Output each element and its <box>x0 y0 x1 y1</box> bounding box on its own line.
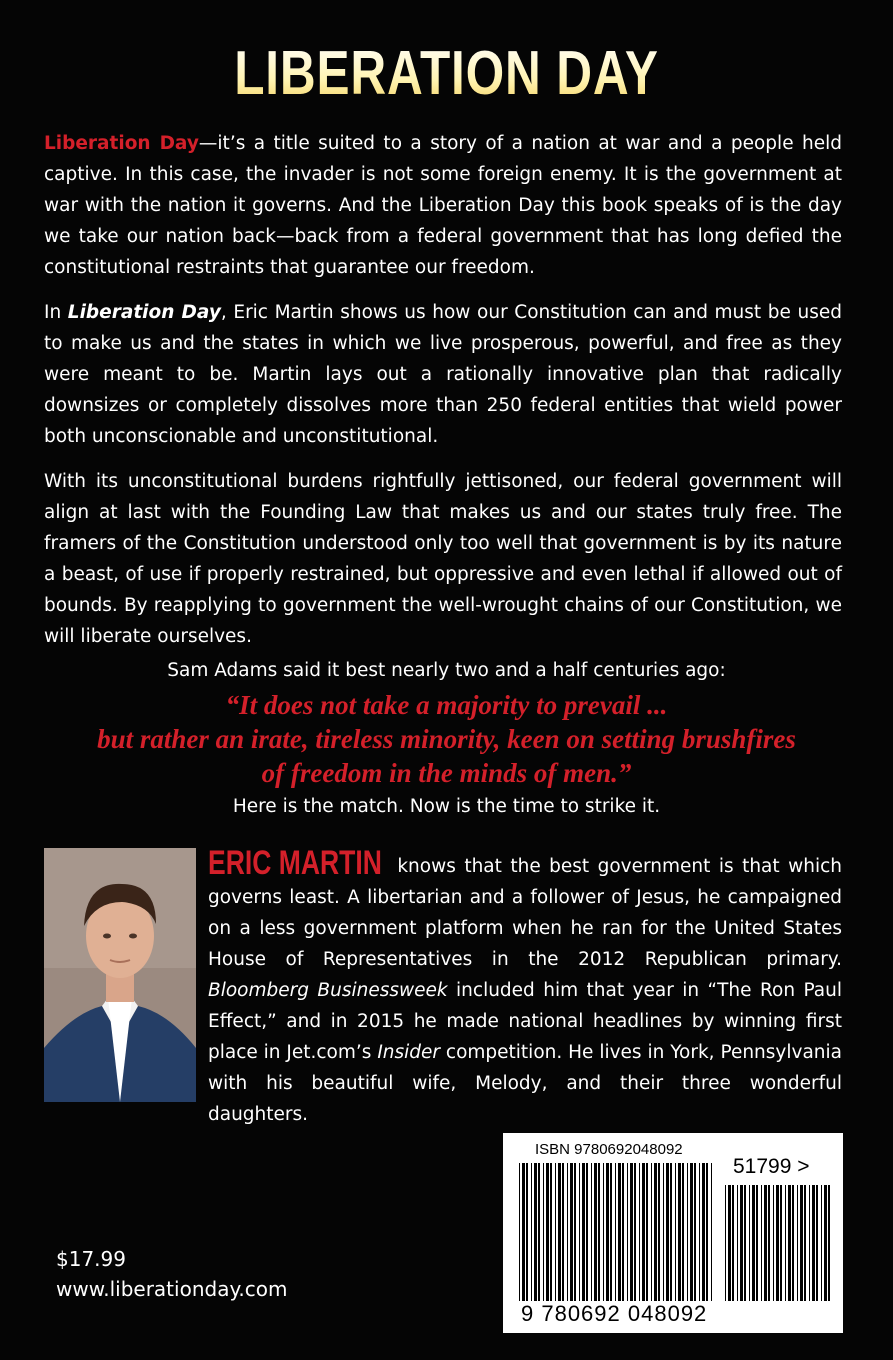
barcode-bar <box>642 1163 645 1301</box>
quote-outro: Here is the match. Now is the time to strike it. <box>232 796 661 817</box>
price: $17.99 <box>56 1247 126 1271</box>
bio-publication: Bloomberg Businessweek <box>208 980 448 1001</box>
isbn-barcode <box>503 1133 843 1333</box>
barcode-bar <box>776 1185 779 1301</box>
barcode-bar <box>610 1163 612 1301</box>
book-title: LIBERATION DAY <box>89 38 803 109</box>
barcode-bar <box>603 1163 604 1301</box>
price-code: 51799 > <box>733 1155 810 1178</box>
barcode-bar <box>702 1163 705 1301</box>
barcode-bar <box>622 1163 624 1301</box>
barcode-bar <box>651 1163 652 1301</box>
barcode-bar <box>562 1163 564 1301</box>
bio-text-1: knows that the best government is that which governs least. A libertarian and a follower of Jesus, he campaigned on a less government platform when he ran for the United States House of Representatives in the 2012 Republican primary. <box>208 856 842 970</box>
barcode-bar <box>634 1163 636 1301</box>
lead-title: Liberation Day <box>44 133 199 154</box>
barcode-bar <box>780 1185 782 1301</box>
barcode-bar <box>761 1185 762 1301</box>
barcode-bar <box>694 1163 696 1301</box>
barcode-bar <box>519 1163 520 1301</box>
quote-line-3: of freedom in the minds of men.” <box>261 758 632 788</box>
barcode-bar <box>687 1163 688 1301</box>
barcode-bar <box>737 1185 738 1301</box>
barcode-bar <box>630 1163 633 1301</box>
barcode-bar <box>764 1185 767 1301</box>
barcode-bar <box>725 1185 726 1301</box>
barcode-bar <box>558 1163 561 1301</box>
description-paragraph-1 <box>44 128 842 283</box>
barcode-bar <box>567 1163 568 1301</box>
barcode-bar <box>804 1185 806 1301</box>
barcode-main-bars <box>517 1163 717 1301</box>
barcode-bar <box>732 1185 734 1301</box>
barcode-bar <box>670 1163 672 1301</box>
barcode-bar <box>654 1163 657 1301</box>
barcode-bar <box>658 1163 660 1301</box>
barcode-bar <box>800 1185 803 1301</box>
barcode-addon-bars <box>723 1185 833 1301</box>
barcode-bar <box>606 1163 609 1301</box>
barcode-bar <box>682 1163 684 1301</box>
barcode-bar <box>543 1163 544 1301</box>
paragraph-2-book-title: Liberation Day <box>67 302 221 323</box>
barcode-bar <box>534 1163 537 1301</box>
barcode-bar <box>538 1163 540 1301</box>
barcode-bar <box>555 1163 556 1301</box>
barcode-bar <box>675 1163 676 1301</box>
barcode-bar <box>663 1163 664 1301</box>
barcode-bar <box>627 1163 628 1301</box>
barcode-bar <box>591 1163 592 1301</box>
barcode-bar <box>678 1163 681 1301</box>
barcode-bar <box>690 1163 693 1301</box>
barcode-bar <box>785 1185 786 1301</box>
bio-text-2: included him that year in “The Ron Paul Effect,” and in 2015 he made national headlines by winning first place in Jet.com’s <box>208 980 843 1063</box>
barcode-bar <box>711 1163 712 1301</box>
description-paragraph-2 <box>44 297 842 452</box>
description-paragraph-3: With its unconstitutional burdens rightfully jettisoned, our federal government will align at last with the Founding Law that makes us and our states truly free. The framers of the Constitution understood only too well that government is by its nature a beast, of use if properly restrained, but oppressive and even lethal if allowed out of bounds. By reapplying to government the well-wrought chains of our Constitution, we will liberate ourselves. <box>44 471 842 647</box>
barcode-bar <box>768 1185 770 1301</box>
quote-intro: Sam Adams said it best nearly two and a half centuries ago: <box>167 660 726 681</box>
barcode-bar <box>792 1185 794 1301</box>
quote-line-1: “It does not take a majority to prevail ... <box>225 690 668 720</box>
bio-competition: Insider <box>377 1042 441 1063</box>
author-bio <box>208 844 843 1130</box>
barcode-bar <box>550 1163 552 1301</box>
barcode-bar <box>728 1185 731 1301</box>
barcode-bar <box>752 1185 755 1301</box>
barcode-bar <box>531 1163 532 1301</box>
paragraph-1-text: —it’s a title suited to a story of a nation at war and a people held captive. In this case, the invader is not some foreign enemy. It is the government at war with the nation it governs. And the Liberation Day this book speaks of is the day we take our nation back—back from a federal government that has long defied the constitutional restraints that guarantee our freedom. <box>44 133 842 278</box>
author-photo <box>44 848 196 1102</box>
paragraph-2-text: , Eric Martin shows us how our Constitution can and must be used to make us and the states in which we live prosperous, powerful, and free as they were meant to be. Martin lays out a rationally innovative plan that radically downsizes or completely dissolves more than 250 federal entities that wield power both unconscionable and unconstitutional. <box>44 302 842 447</box>
barcode-bar <box>522 1163 525 1301</box>
author-portrait-illustration <box>44 848 196 1102</box>
barcode-bar <box>749 1185 750 1301</box>
barcode-bar <box>699 1163 700 1301</box>
barcode-digits: 9 780692 048092 <box>521 1301 708 1326</box>
barcode-bar <box>526 1163 528 1301</box>
barcode-bar <box>828 1185 830 1301</box>
barcode-bar <box>812 1185 815 1301</box>
barcode-bar <box>821 1185 822 1301</box>
quote-line-2: but rather an irate, tireless minority, keen on setting brushfires <box>97 724 796 754</box>
website-url: www.liberationday.com <box>56 1277 288 1301</box>
barcode-bar <box>598 1163 600 1301</box>
barcode-bar <box>639 1163 640 1301</box>
barcode-bar <box>824 1185 827 1301</box>
barcode-bar <box>816 1185 818 1301</box>
author-name: ERIC MARTIN <box>208 844 382 882</box>
barcode-bar <box>788 1185 791 1301</box>
barcode-bar <box>586 1163 588 1301</box>
barcode-bar <box>756 1185 758 1301</box>
barcode-bar <box>706 1163 708 1301</box>
barcode-bar <box>594 1163 597 1301</box>
barcode-bar <box>570 1163 573 1301</box>
barcode-bar <box>646 1163 648 1301</box>
barcode-bar <box>582 1163 585 1301</box>
barcode-bar <box>744 1185 746 1301</box>
barcode-bar <box>579 1163 580 1301</box>
barcode-bar <box>618 1163 621 1301</box>
barcode-bar <box>615 1163 616 1301</box>
barcode-bar <box>809 1185 810 1301</box>
barcode-bar <box>797 1185 798 1301</box>
barcode-bar <box>740 1185 743 1301</box>
barcode-bar <box>666 1163 669 1301</box>
bio-text-3: competition. He lives in York, Pennsylvania with his beautiful wife, Melody, and their three wonderful daughters. <box>208 1042 842 1125</box>
barcode-bar <box>773 1185 774 1301</box>
barcode-bar <box>546 1163 549 1301</box>
isbn-label: ISBN 9780692048092 <box>535 1141 683 1158</box>
paragraph-2-prefix: In <box>44 302 68 323</box>
barcode-bar <box>574 1163 576 1301</box>
